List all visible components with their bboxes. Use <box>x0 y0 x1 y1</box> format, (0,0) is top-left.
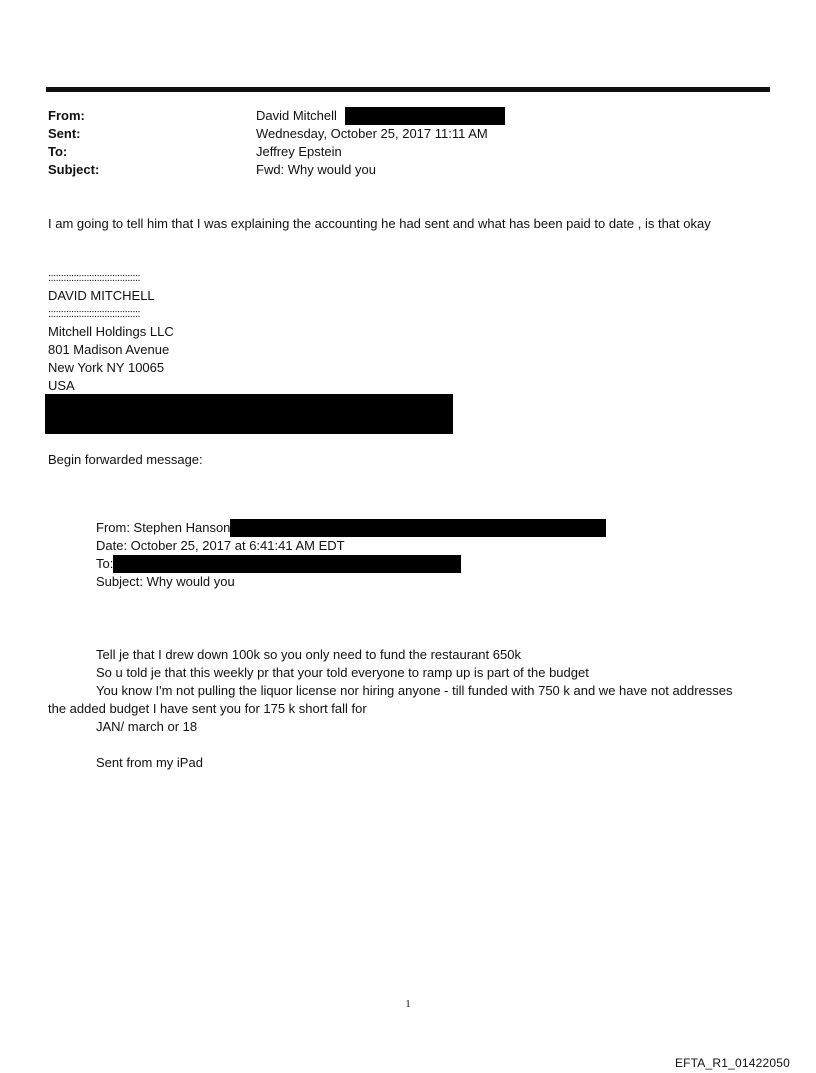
forwarded-body-line-3: You know I'm not pulling the liquor license nor hiring anyone - till funded with 750 k and we have not addresses <box>96 683 733 698</box>
signature-company: Mitchell Holdings LLC <box>48 324 174 339</box>
from-name: David Mitchell <box>256 108 337 123</box>
forwarded-date: Date: October 25, 2017 at 6:41:41 AM EDT <box>96 538 345 553</box>
redaction-box <box>45 394 453 434</box>
header-subject-row <box>48 161 768 179</box>
forwarded-from-row <box>96 519 606 537</box>
sent-label: Sent: <box>48 126 81 141</box>
forwarded-to-row <box>96 555 606 573</box>
header-sent-row <box>48 125 768 143</box>
to-label: To: <box>48 144 68 159</box>
signature-country: USA <box>48 378 75 393</box>
redaction-box <box>113 555 461 573</box>
forwarded-body-line-2: So u told je that this weekly pr that your told everyone to ramp up is part of the budget <box>96 665 589 680</box>
to-value: Jeffrey Epstein <box>256 144 342 159</box>
from-value <box>256 107 505 125</box>
forwarded-body-line-4: JAN/ march or 18 <box>96 719 198 734</box>
from-label: From: <box>48 108 85 123</box>
subject-label: Subject: <box>48 162 100 177</box>
signature-divider-bottom: :::::::::::::::::::::::::::::::::::: <box>48 308 141 320</box>
forwarded-body-line-1: Tell je that I drew down 100k so you only need to fund the restaurant 650k <box>96 647 521 662</box>
redaction-box <box>345 107 505 125</box>
signature-divider-top: :::::::::::::::::::::::::::::::::::: <box>48 272 141 284</box>
forward-intro: Begin forwarded message: <box>48 452 203 467</box>
forwarded-to: To: <box>96 556 114 571</box>
email-body-message: I am going to tell him that I was explaining the accounting he had sent and what has been paid to date , is that okay <box>48 216 711 231</box>
header-from-row <box>48 107 768 125</box>
sent-value: Wednesday, October 25, 2017 11:11 AM <box>256 126 488 141</box>
page-number: 1 <box>405 998 411 1010</box>
forwarded-subject: Subject: Why would you <box>96 574 235 589</box>
forwarded-from: From: Stephen Hanson <box>96 520 231 535</box>
header-to-row <box>48 143 768 161</box>
signature-city: New York NY 10065 <box>48 360 165 375</box>
bates-number: EFTA_R1_01422050 <box>674 1056 790 1070</box>
redaction-box <box>230 519 606 537</box>
header-divider <box>46 87 770 92</box>
forwarded-body-line-3-cont: the added budget I have sent you for 175 k short fall for <box>48 701 367 716</box>
signature-name: DAVID MITCHELL <box>48 288 155 303</box>
signature-street: 801 Madison Avenue <box>48 342 170 357</box>
forwarded-header <box>96 519 606 591</box>
subject-value: Fwd: Why would you <box>256 162 376 177</box>
forwarded-sent-from: Sent from my iPad <box>96 755 203 770</box>
